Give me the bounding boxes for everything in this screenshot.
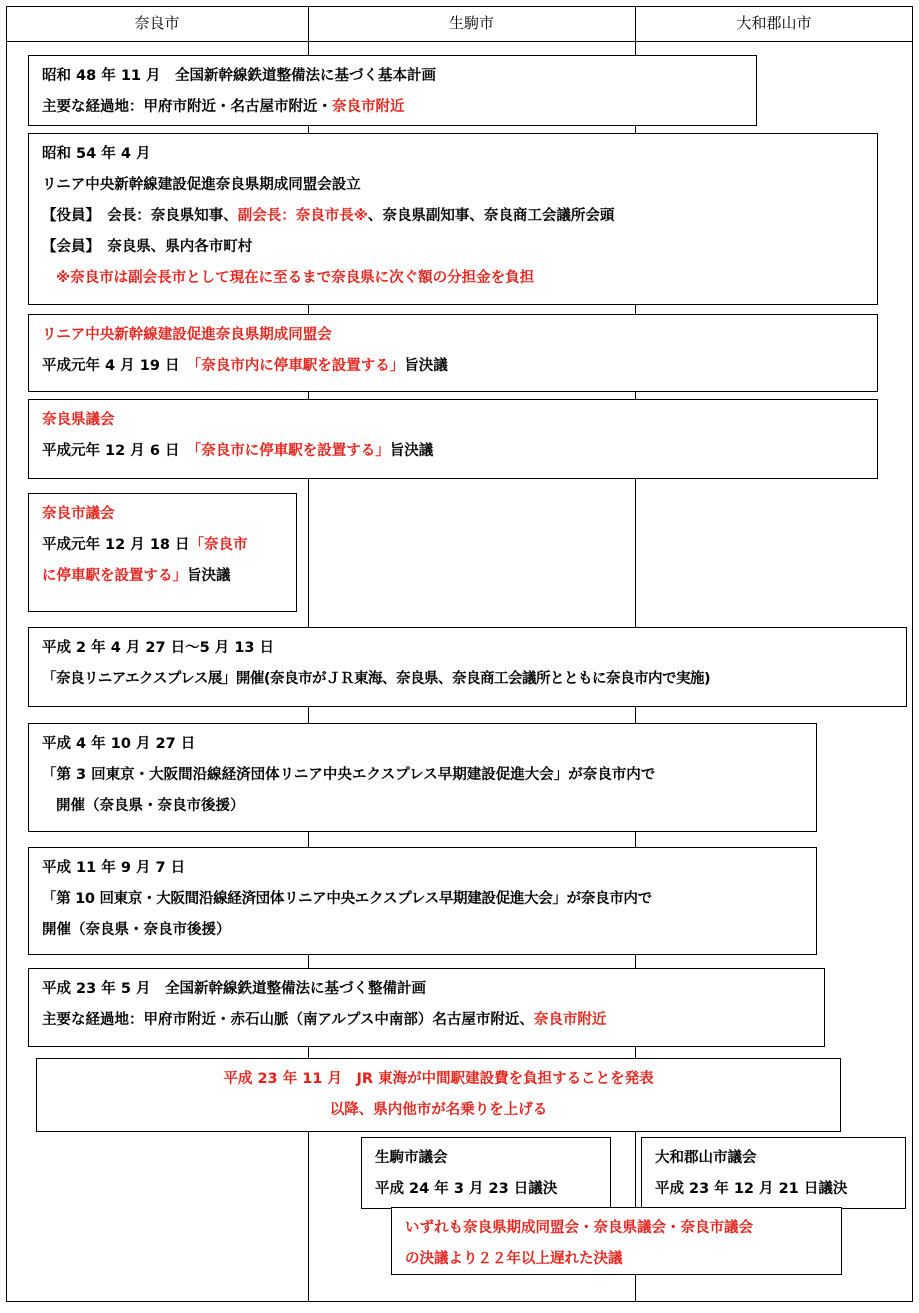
event-title: 奈良市議会 <box>42 506 115 522</box>
event-box-h2-expo <box>28 627 907 707</box>
event-box-s54-alliance <box>28 133 878 305</box>
event-box-h23-jr-announcement <box>36 1058 841 1132</box>
event-box-h1-alliance-resolution <box>28 314 878 392</box>
event-detail: 平成元年 12 月 18 日「奈良市 <box>42 537 248 553</box>
event-detail-cont: 開催（奈良県・奈良市後援） <box>42 922 231 938</box>
event-title: 生駒市議会 <box>375 1150 448 1166</box>
event-box-h11-convention <box>28 847 817 955</box>
event-title: 平成 11 年 9 月 7 日 <box>42 860 186 876</box>
note-line: の決議より２２年以上遅れた決議 <box>405 1251 623 1267</box>
highlight-text: 「奈良市に停車駅を設置する」 <box>193 443 390 459</box>
column-header-nara: 奈良市 <box>134 14 180 32</box>
column-header-yamatokoriyama: 大和郡山市 <box>736 14 812 32</box>
event-detail: 主要な経過地：甲府市附近・赤石山脈（南アルプス中南部）名古屋市附近、奈良市附近 <box>42 1012 607 1028</box>
event-box-yamatokoriyama-resolution <box>641 1137 906 1209</box>
event-box-h23-development-plan <box>28 968 825 1047</box>
event-title: 昭和 54 年 4 月 <box>42 146 151 162</box>
event-title: 奈良県議会 <box>42 412 115 428</box>
event-box-s48-basic-plan <box>28 55 757 126</box>
highlight-text: 奈良市附近 <box>533 1012 607 1028</box>
event-detail: 主要な経過地：甲府市附近・名古屋市附近・奈良市附近 <box>42 99 405 115</box>
event-detail: 「奈良リニアエクスプレス展」開催(奈良市がＪＲ東海、奈良県、奈良商工会議所とともに奈良市内で実施) <box>42 671 711 687</box>
event-box-ikoma-resolution <box>361 1137 611 1209</box>
event-title: 平成 23 年 5 月 全国新幹線鉄道整備法に基づく整備計画 <box>42 981 426 997</box>
note-line: ※奈良市は副会長市として現在に至るまで奈良県に次ぐ額の分担金を負担 <box>56 270 535 286</box>
highlight-text: 「奈良市内に停車駅を設置する」 <box>193 358 405 374</box>
header-divider <box>6 41 913 42</box>
highlight-text: 奈良市附近 <box>332 99 405 115</box>
event-title: 平成 2 年 4 月 27 日～5 月 13 日 <box>42 640 275 656</box>
highlight-text: 「奈良市 <box>189 537 248 553</box>
members-line: 【会員】 奈良県、県内各市町村 <box>42 239 253 255</box>
note-box-late-resolutions <box>391 1207 842 1275</box>
event-box-h1-prefecture-resolution <box>28 399 878 479</box>
event-detail: 以降、県内他市が名乗りを上げる <box>329 1102 548 1118</box>
event-detail: 「第 10 回東京・大阪間沿線経済団体リニア中央エクスプレス早期建設促進大会」が奈良市内で <box>42 891 652 907</box>
event-title: 大和郡山市議会 <box>655 1150 757 1166</box>
highlight-text: 副会長：奈良市長※ <box>237 208 368 224</box>
event-detail-cont: 開催（奈良県・奈良市後援） <box>56 798 245 814</box>
officers-line: 【役員】 会長：奈良県知事、副会長：奈良市長※、奈良県副知事、奈良商工会議所会頭 <box>42 208 615 224</box>
event-detail-cont: に停車駅を設置する」旨決議 <box>42 568 231 584</box>
event-title: 平成 23 年 11 月 JR 東海が中間駅建設費を負担することを発表 <box>223 1071 654 1087</box>
event-detail: 平成 23 年 12 月 21 日議決 <box>655 1181 848 1197</box>
event-title: 昭和 48 年 11 月 全国新幹線鉄道整備法に基づく基本計画 <box>42 68 437 84</box>
event-box-h4-convention <box>28 723 817 832</box>
event-box-h1-city-resolution <box>28 493 297 612</box>
event-title: 平成 4 年 10 月 27 日 <box>42 736 196 752</box>
column-header-ikoma: 生駒市 <box>448 14 494 32</box>
event-title: リニア中央新幹線建設促進奈良県期成同盟会 <box>42 327 332 343</box>
note-line: いずれも奈良県期成同盟会・奈良県議会・奈良市議会 <box>405 1220 753 1236</box>
event-detail: リニア中央新幹線建設促進奈良県期成同盟会設立 <box>42 177 361 193</box>
event-detail: 平成元年 4 月 19 日 「奈良市内に停車駅を設置する」旨決議 <box>42 358 448 374</box>
event-detail: 「第 3 回東京・大阪間沿線経済団体リニア中央エクスプレス早期建設促進大会」が奈良市内で <box>42 767 656 783</box>
event-detail: 平成 24 年 3 月 23 日議決 <box>375 1181 558 1197</box>
highlight-text: に停車駅を設置する」 <box>42 568 187 584</box>
event-detail: 平成元年 12 月 6 日 「奈良市に停車駅を設置する」旨決議 <box>42 443 434 459</box>
